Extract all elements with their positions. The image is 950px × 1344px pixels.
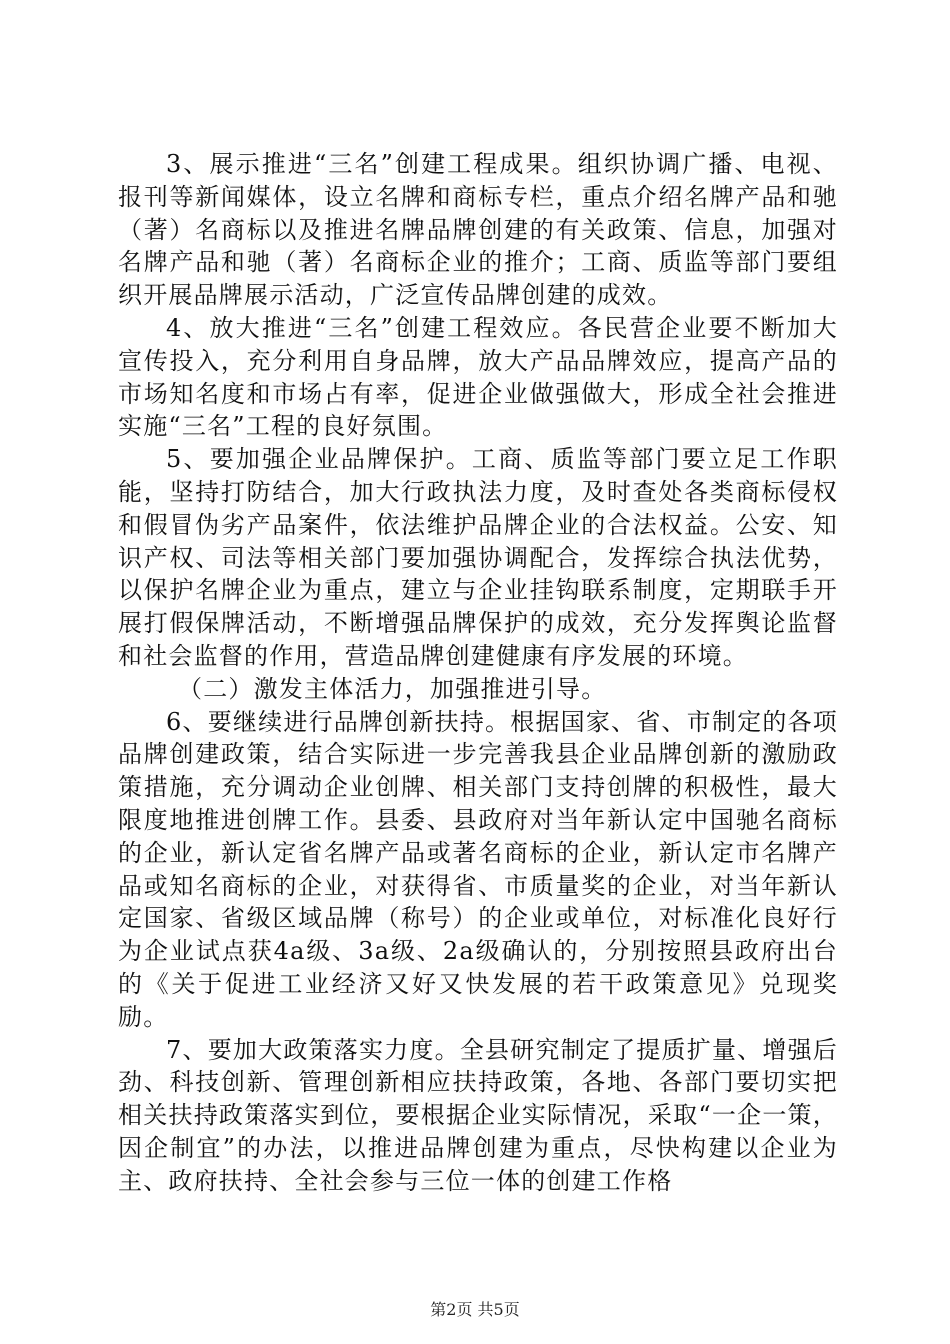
paragraph-item-7: 7、要加大政策落实力度。全县研究制定了提质扩量、增强后劲、科技创新、管理创新相应扶持政策，各地、各部门要切实把相关扶持政策落实到位，要根据企业实际情况，采取“一企一策，因企制宜”的办法，以推进品牌创建为重点，尽快构建以企业为主、政府扶持、全社会参与三位一体的创建工作格 [118,1035,838,1195]
paragraph-item-6: 6、要继续进行品牌创新扶持。根据国家、省、市制定的各项品牌创建政策，结合实际进一步完善我县企业品牌创新的激励政策措施，充分调动企业创牌、相关部门支持创牌的积极性，最大限度地推进创牌工作。县委、县政府对当年新认定中国驰名商标的企业，新认定省名牌产品或著名商标的企业，新认定市名牌产品或知名商标的企业，对获得省、市质量奖的企业，对当年新认定国家、省级区域品牌（称号）的企业或单位，对标准化良好行为企业试点获4a级、3a级、2a级确认的，分别按照县政府出台的《关于促进工业经济又好又快发展的若干政策意见》兑现奖励。 [118,707,838,1031]
paragraph-item-4: 4、放大推进“三名”创建工程效应。各民营企业要不断加大宣传投入，充分利用自身品牌，放大产品品牌效应，提高产品的市场知名度和市场占有率，促进企业做强做大，形成全社会推进实施“三名”工程的良好氛围。 [118,313,838,441]
section-heading-2: （二）激发主体活力，加强推进引导。 [178,674,607,703]
paragraph-item-5: 5、要加强企业品牌保护。工商、质监等部门要立足工作职能，坚持打防结合，加大行政执法力度，及时查处各类商标侵权和假冒伪劣产品案件，依法维护品牌企业的合法权益。公安、知识产权、司法等相关部门要加强协调配合，发挥综合执法优势，以保护名牌企业为重点，建立与企业挂钩联系制度，定期联手开展打假保牌活动，不断增强品牌保护的成效，充分发挥舆论监督和社会监督的作用，营造品牌创建健康有序发展的环境。 [118,445,838,670]
paragraph-item-3: 3、展示推进“三名”创建工程成果。组织协调广播、电视、报刊等新闻媒体，设立名牌和商标专栏，重点介绍名牌产品和驰（著）名商标以及推进名牌品牌创建的有关政策、信息，加强对名牌产品和驰（著）名商标企业的推介；工商、质监等部门要组织开展品牌展示活动，广泛宣传品牌创建的成效。 [118,150,838,310]
document-body [118,148,838,1198]
page-footer: 第2页 共5页 [430,1300,520,1319]
